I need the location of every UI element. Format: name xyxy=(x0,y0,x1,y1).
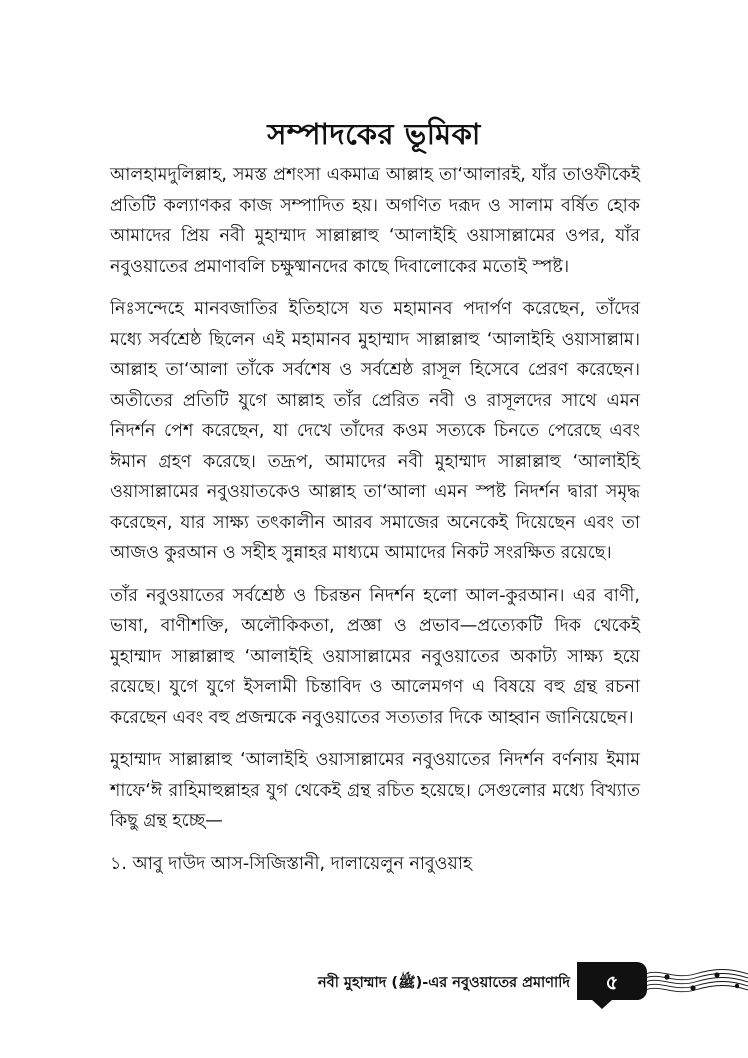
page-title: সম্পাদকের ভূমিকা xyxy=(267,117,481,151)
paragraph-3: তাঁর নবুওয়াতের সর্বশ্রেষ্ঠ ও চিরন্তন নিদর্শন হলো আল-কুরআন। এর বাণী, ভাষা, বাণীশক্তি, অলৌকিকতা, প্রজ্ঞা ও প্রভাব—প্রত্যেকটি দিক থেকেই মুহাম্মাদ সাল্লাল্লাহু ‘আলাইহি ওয়াসাল্লামের নবুওয়াতের অকাট্য সাক্ষ্য হয়ে রয়েছে। যুগে যুগে ইসলামী চিন্তাবিদ ও আলেমগণ এ বিষয়ে বহু গ্রন্থ রচনা করেছেন এবং বহু প্রজন্মকে নবুওয়াতের সত্যতার দিকে আহ্বান জানিয়েছেন। xyxy=(110,585,640,728)
wave-lines-ornament xyxy=(645,962,748,1002)
body-text xyxy=(110,160,640,879)
page-footer xyxy=(0,962,748,1002)
paragraph-4: মুহাম্মাদ সাল্লাল্লাহু ‘আলাইহি ওয়াসাল্লামের নবুওয়াতের নিদর্শন বর্ণনায় ইমাম শাফে‘ঈ রাহিমাহুল্লাহর যুগ থেকেই গ্রন্থ রচিত হয়েছে। সেগুলোর মধ্যে বিখ্যাত কিছু গ্রন্থ হচ্ছে— xyxy=(110,750,640,831)
list-item: ১. আবু দাউদ আস-সিজিস্তানী, দালায়েলুন নাবুওয়াহ xyxy=(110,853,473,874)
paragraph-2: নিঃসন্দেহে মানবজাতির ইতিহাসে যত মহামানব পদার্পণ করেছেন, তাঁদের মধ্যে সর্বশ্রেষ্ঠ ছিলেন এই মহামানব মুহাম্মাদ সাল্লাল্লাহু ‘আলাইহি ওয়াসাল্লাম। আল্লাহ তা‘আলা তাঁকে সর্বশেষ ও সর্বশ্রেষ্ঠ রাসূল হিসেবে প্রেরণ করেছেন। অতীতের প্রতিটি যুগে আল্লাহ তাঁর প্রেরিত নবী ও রাসূলদের সাথে এমন নিদর্শন পেশ করেছেন, যা দেখে তাঁদের কওম সত্যকে চিনতে পেরেছে এবং ঈমান গ্রহণ করেছে। তদ্রূপ, আমাদের নবী মুহাম্মাদ সাল্লাল্লাহু ‘আলাইহি ওয়াসাল্লামের নবুওয়াতকেও আল্লাহ তা‘আলা এমন স্পষ্ট নিদর্শন দ্বারা সমৃদ্ধ করেছেন, যার সাক্ষ্য তৎকালীন আরব সমাজের অনেকেই দিয়েছেন এবং তা আজও কুরআন ও সহীহ সুন্নাহর মাধ্যমে আমাদের নিকট সংরক্ষিত রয়েছে। xyxy=(110,299,640,563)
page-number-tab xyxy=(577,962,647,1000)
paragraph-1: আলহামদুলিল্লাহ, সমস্ত প্রশংসা একমাত্র আল্লাহ তা‘আলারই, যাঁর তাওফীকেই প্রতিটি কল্যাণকর কাজ সম্পাদিত হয়। অগণিত দরূদ ও সালাম বর্ষিত হোক আমাদের প্রিয় নবী মুহাম্মাদ সাল্লাল্লাহু ‘আলাইহি ওয়াসাল্লামের ওপর, যাঁর নবুওয়াতের প্রমাণাবলি চক্ষুষ্মানদের কাছে দিবালোকের মতোই স্পষ্ট। xyxy=(110,165,640,277)
running-head: নবী মুহাম্মাদ (ﷺ)-এর নবুওয়াতের প্রমাণাদি xyxy=(318,975,570,991)
page-number: ৫ xyxy=(605,970,619,994)
